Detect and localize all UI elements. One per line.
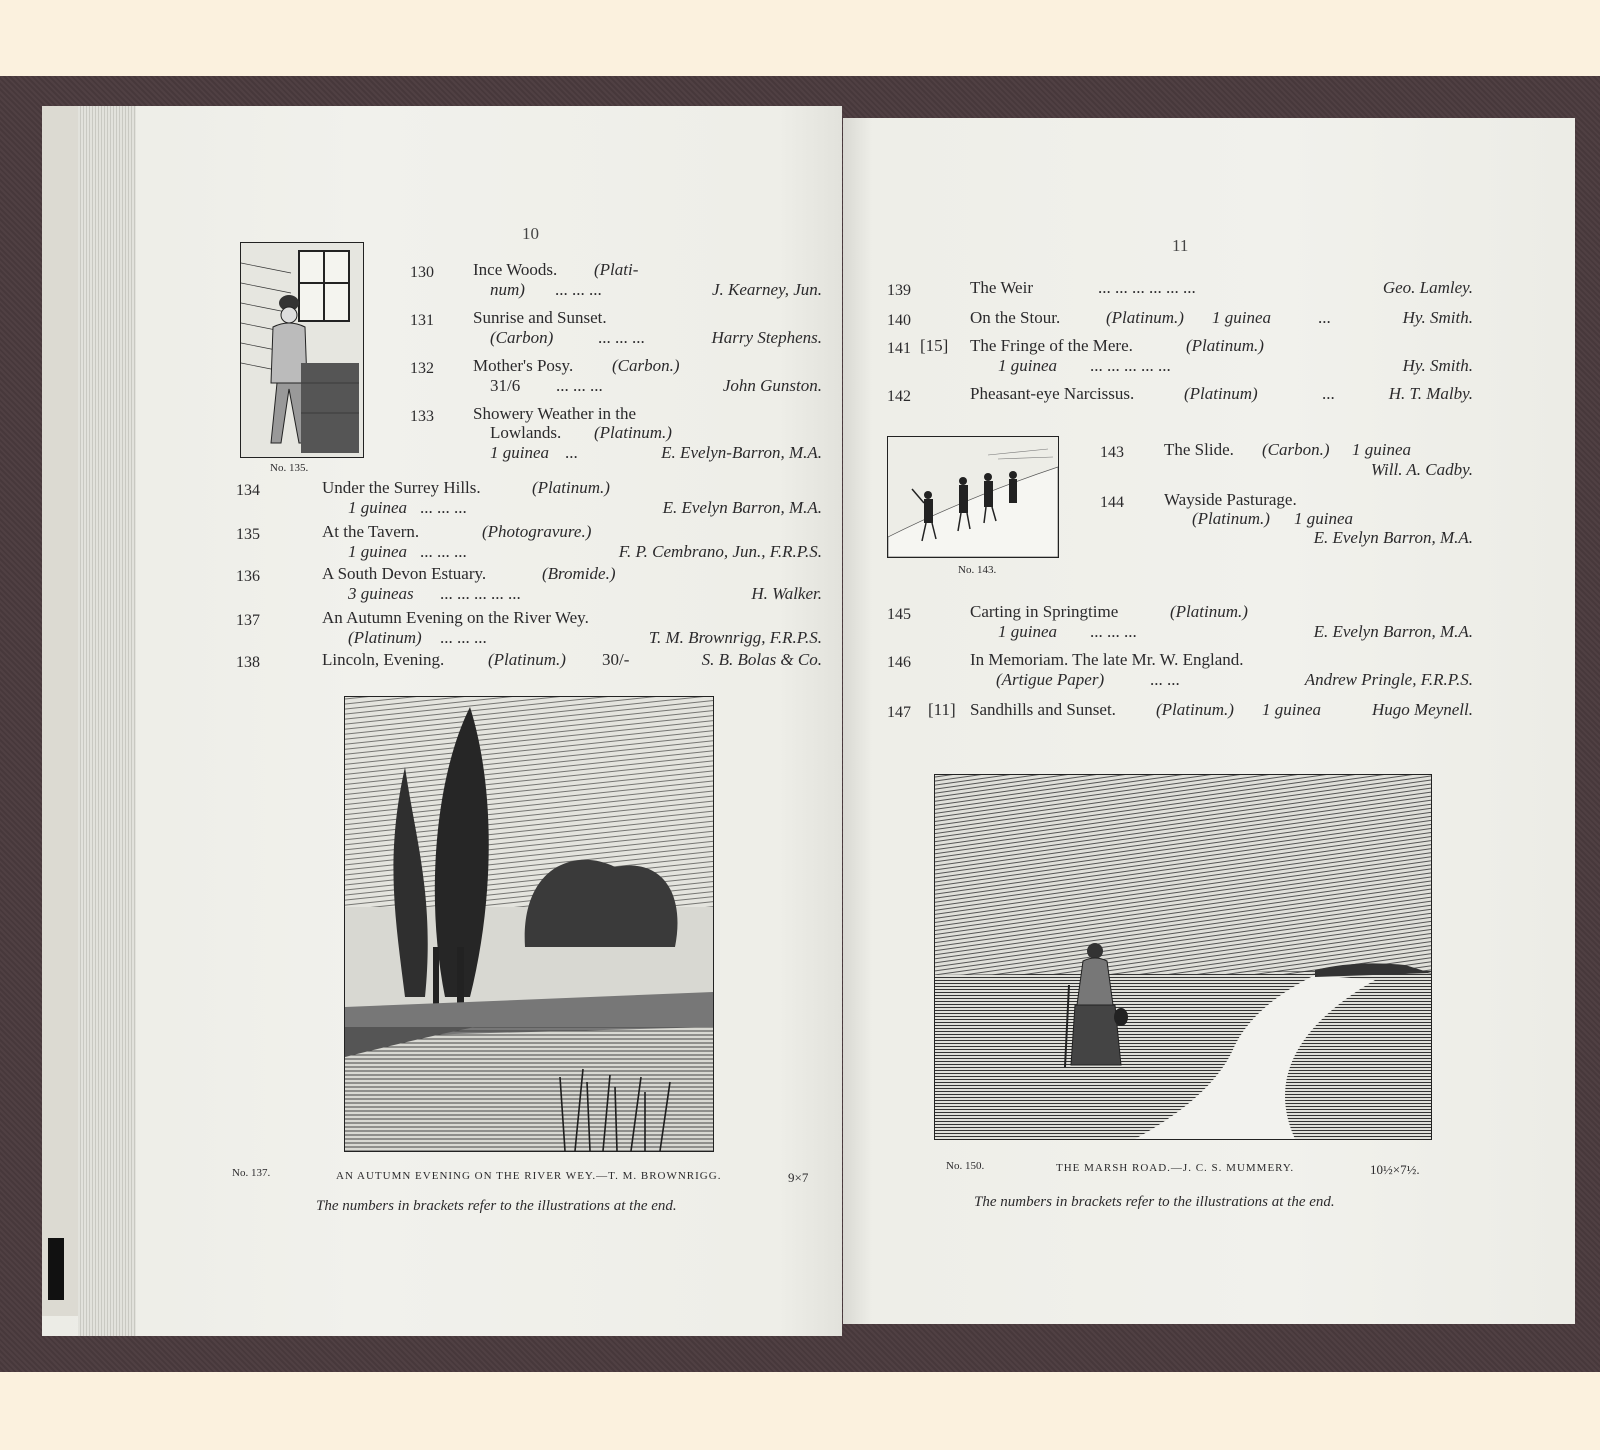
entry-dots: ... ... ... <box>556 376 603 395</box>
entry-title: On the Stour. <box>970 308 1061 327</box>
entry-artist: T. M. Brownrigg, F.R.P.S. <box>648 628 822 647</box>
entry-medium: (Bromide.) <box>542 564 616 583</box>
entry-dots: ... ... ... ... ... <box>440 584 521 603</box>
entry-artist: E. Evelyn Barron, M.A. <box>662 498 822 517</box>
entry-price: 1 guinea <box>1212 308 1272 327</box>
entry-title: Carting in Springtime <box>970 602 1119 621</box>
right-page <box>843 118 1575 1324</box>
page-number: 11 <box>1172 236 1189 255</box>
entry-medium: (Platinum.) <box>532 478 610 497</box>
flyleaf <box>42 106 80 1316</box>
entry-price: 1 guinea <box>998 622 1058 641</box>
entry-dots: ... ... ... <box>420 498 467 517</box>
entry-artist: John Gunston. <box>722 376 822 395</box>
entry-price: 1 guinea <box>1294 509 1354 528</box>
entry-bracket: [15] <box>920 336 949 355</box>
entry-dots: ... <box>1322 384 1335 403</box>
tavern-illustration <box>241 243 363 457</box>
entry-artist: H. Walker. <box>751 584 822 603</box>
entry-title: A South Devon Estuary. <box>322 564 487 583</box>
entry-title-cont: Lowlands. <box>490 423 562 442</box>
entry-medium: (Carbon.) <box>1262 440 1330 459</box>
entry-medium: (Platinum.) <box>1156 700 1234 719</box>
entry-artist: E. Evelyn-Barron, M.A. <box>661 443 822 462</box>
entry-medium: (Photogravure.) <box>482 522 592 541</box>
entry-title: The Slide. <box>1164 440 1234 459</box>
entry-dots: ... ... <box>1150 670 1180 689</box>
entry-artist: J. Kearney, Jun. <box>712 280 822 299</box>
entry-number: 136 <box>236 568 260 585</box>
entry-artist: Harry Stephens. <box>711 328 822 347</box>
entry-dots: ... <box>1318 308 1331 327</box>
entry-price: 1 guinea <box>348 498 408 517</box>
entry-number: 141 <box>887 340 911 357</box>
page-edges <box>78 106 136 1336</box>
entry-number: 135 <box>236 526 260 543</box>
entry-price: 31/6 <box>490 376 521 395</box>
entry-price: 30/- <box>602 650 630 669</box>
entry-medium: (Platinum.) <box>488 650 566 669</box>
small-fig-caption: No. 135. <box>270 462 309 474</box>
entry-number: 138 <box>236 654 260 671</box>
footnote: The numbers in brackets refer to the illustrations at the end. <box>974 1194 1335 1210</box>
entry-dots: ... ... ... <box>555 280 602 299</box>
entry-price: 1 guinea <box>490 443 550 462</box>
entry-dots: ... <box>565 443 578 462</box>
big-fig-title: THE MARSH ROAD.—J. C. S. MUMMERY. <box>1056 1162 1295 1174</box>
slide-illustration <box>888 437 1058 557</box>
big-fig-size: 10½×7½. <box>1370 1162 1420 1177</box>
big-fig-number: No. 150. <box>946 1160 985 1172</box>
entry-bracket: [11] <box>928 700 956 719</box>
entry-medium: (Carbon.) <box>612 356 680 375</box>
entry-title: Showery Weather in the <box>473 404 637 423</box>
entry-price: 1 guinea <box>1352 440 1412 459</box>
entry-medium-cont: num) <box>490 280 525 299</box>
entry-price: 1 guinea <box>998 356 1058 375</box>
entry-number: 146 <box>887 654 911 671</box>
entry-title: An Autumn Evening on the River Wey. <box>322 608 589 627</box>
entry-artist: S. B. Bolas & Co. <box>701 650 822 669</box>
small-illustration-135 <box>240 242 364 458</box>
entry-title: At the Tavern. <box>322 522 420 541</box>
entry-number: 137 <box>236 612 260 629</box>
entry-number: 140 <box>887 312 911 329</box>
entry-title: In Memoriam. The late Mr. W. England. <box>970 650 1244 669</box>
entry-number: 132 <box>410 360 434 377</box>
entry-price: 3 guineas <box>348 584 414 603</box>
entry-number: 143 <box>1100 444 1124 461</box>
entry-number: 139 <box>887 282 911 299</box>
entry-title: The Weir <box>970 278 1033 297</box>
entry-artist: H. T. Malby. <box>1388 384 1473 403</box>
entry-artist: E. Evelyn Barron, M.A. <box>1313 622 1473 641</box>
entry-medium: (Platinum.) <box>1186 336 1264 355</box>
big-illustration-150 <box>934 774 1432 1140</box>
entry-artist: Will. A. Cadby. <box>1370 460 1473 479</box>
entry-number: 145 <box>887 606 911 623</box>
entry-number: 142 <box>887 388 911 405</box>
entry-number: 147 <box>887 704 911 721</box>
entry-title: Mother's Posy. <box>473 356 574 375</box>
entry-number: 130 <box>410 264 434 281</box>
spine-label <box>48 1238 64 1300</box>
entry-medium: (Platinum) <box>1184 384 1258 403</box>
page-number: 10 <box>522 224 539 243</box>
small-fig-caption: No. 143. <box>958 564 997 576</box>
entry-title: Lincoln, Evening. <box>322 650 445 669</box>
entry-medium: (Platinum.) <box>1170 602 1248 621</box>
entry-medium: (Platinum.) <box>594 423 672 442</box>
entry-dots: ... ... ... <box>1090 622 1137 641</box>
entry-artist: Hy. Smith. <box>1402 356 1473 375</box>
entry-artist: Hy. Smith. <box>1402 308 1473 327</box>
entry-number: 134 <box>236 482 260 499</box>
entry-title: Under the Surrey Hills. <box>322 478 481 497</box>
entry-dots: ... ... ... <box>598 328 645 347</box>
entry-dots: ... ... ... ... ... ... <box>1098 278 1196 297</box>
entry-medium: (Platinum.) <box>1192 509 1270 528</box>
big-fig-number: No. 137. <box>232 1167 271 1179</box>
small-illustration-143 <box>887 436 1059 558</box>
entry-dots: ... ... ... ... ... <box>1090 356 1171 375</box>
big-illustration-137 <box>344 696 714 1152</box>
big-fig-title: AN AUTUMN EVENING ON THE RIVER WEY.—T. M. BROWNRIGG. <box>336 1170 722 1182</box>
entry-price: 1 guinea <box>1262 700 1322 719</box>
big-fig-size: 9×7 <box>788 1170 809 1185</box>
entry-title: Wayside Pasturage. <box>1164 490 1297 509</box>
entry-artist: Geo. Lamley. <box>1382 278 1473 297</box>
entry-medium: (Carbon) <box>490 328 554 347</box>
entry-medium: (Plati- <box>594 260 639 279</box>
entry-price: 1 guinea <box>348 542 408 561</box>
entry-medium: (Platinum.) <box>1106 308 1184 327</box>
entry-artist: F. P. Cembrano, Jun., F.R.P.S. <box>618 542 822 561</box>
entry-artist: Andrew Pringle, F.R.P.S. <box>1304 670 1473 689</box>
entry-title: The Fringe of the Mere. <box>970 336 1133 355</box>
entry-title: Sandhills and Sunset. <box>970 700 1116 719</box>
entry-number: 144 <box>1100 494 1124 511</box>
entry-number: 133 <box>410 408 434 425</box>
entry-title: Ince Woods. <box>473 260 558 279</box>
river-illustration <box>345 697 713 1151</box>
entry-dots: ... ... ... <box>440 628 487 647</box>
entry-dots: ... ... ... <box>420 542 467 561</box>
entry-artist: Hugo Meynell. <box>1371 700 1473 719</box>
entry-artist: E. Evelyn Barron, M.A. <box>1313 528 1473 547</box>
entry-number: 131 <box>410 312 434 329</box>
entry-title: Pheasant-eye Narcissus. <box>970 384 1135 403</box>
marsh-road-illustration <box>935 775 1431 1139</box>
entry-medium: (Artigue Paper) <box>996 670 1105 689</box>
entry-medium: (Platinum) <box>348 628 422 647</box>
footnote: The numbers in brackets refer to the illustrations at the end. <box>316 1198 677 1214</box>
entry-title: Sunrise and Sunset. <box>473 308 607 327</box>
